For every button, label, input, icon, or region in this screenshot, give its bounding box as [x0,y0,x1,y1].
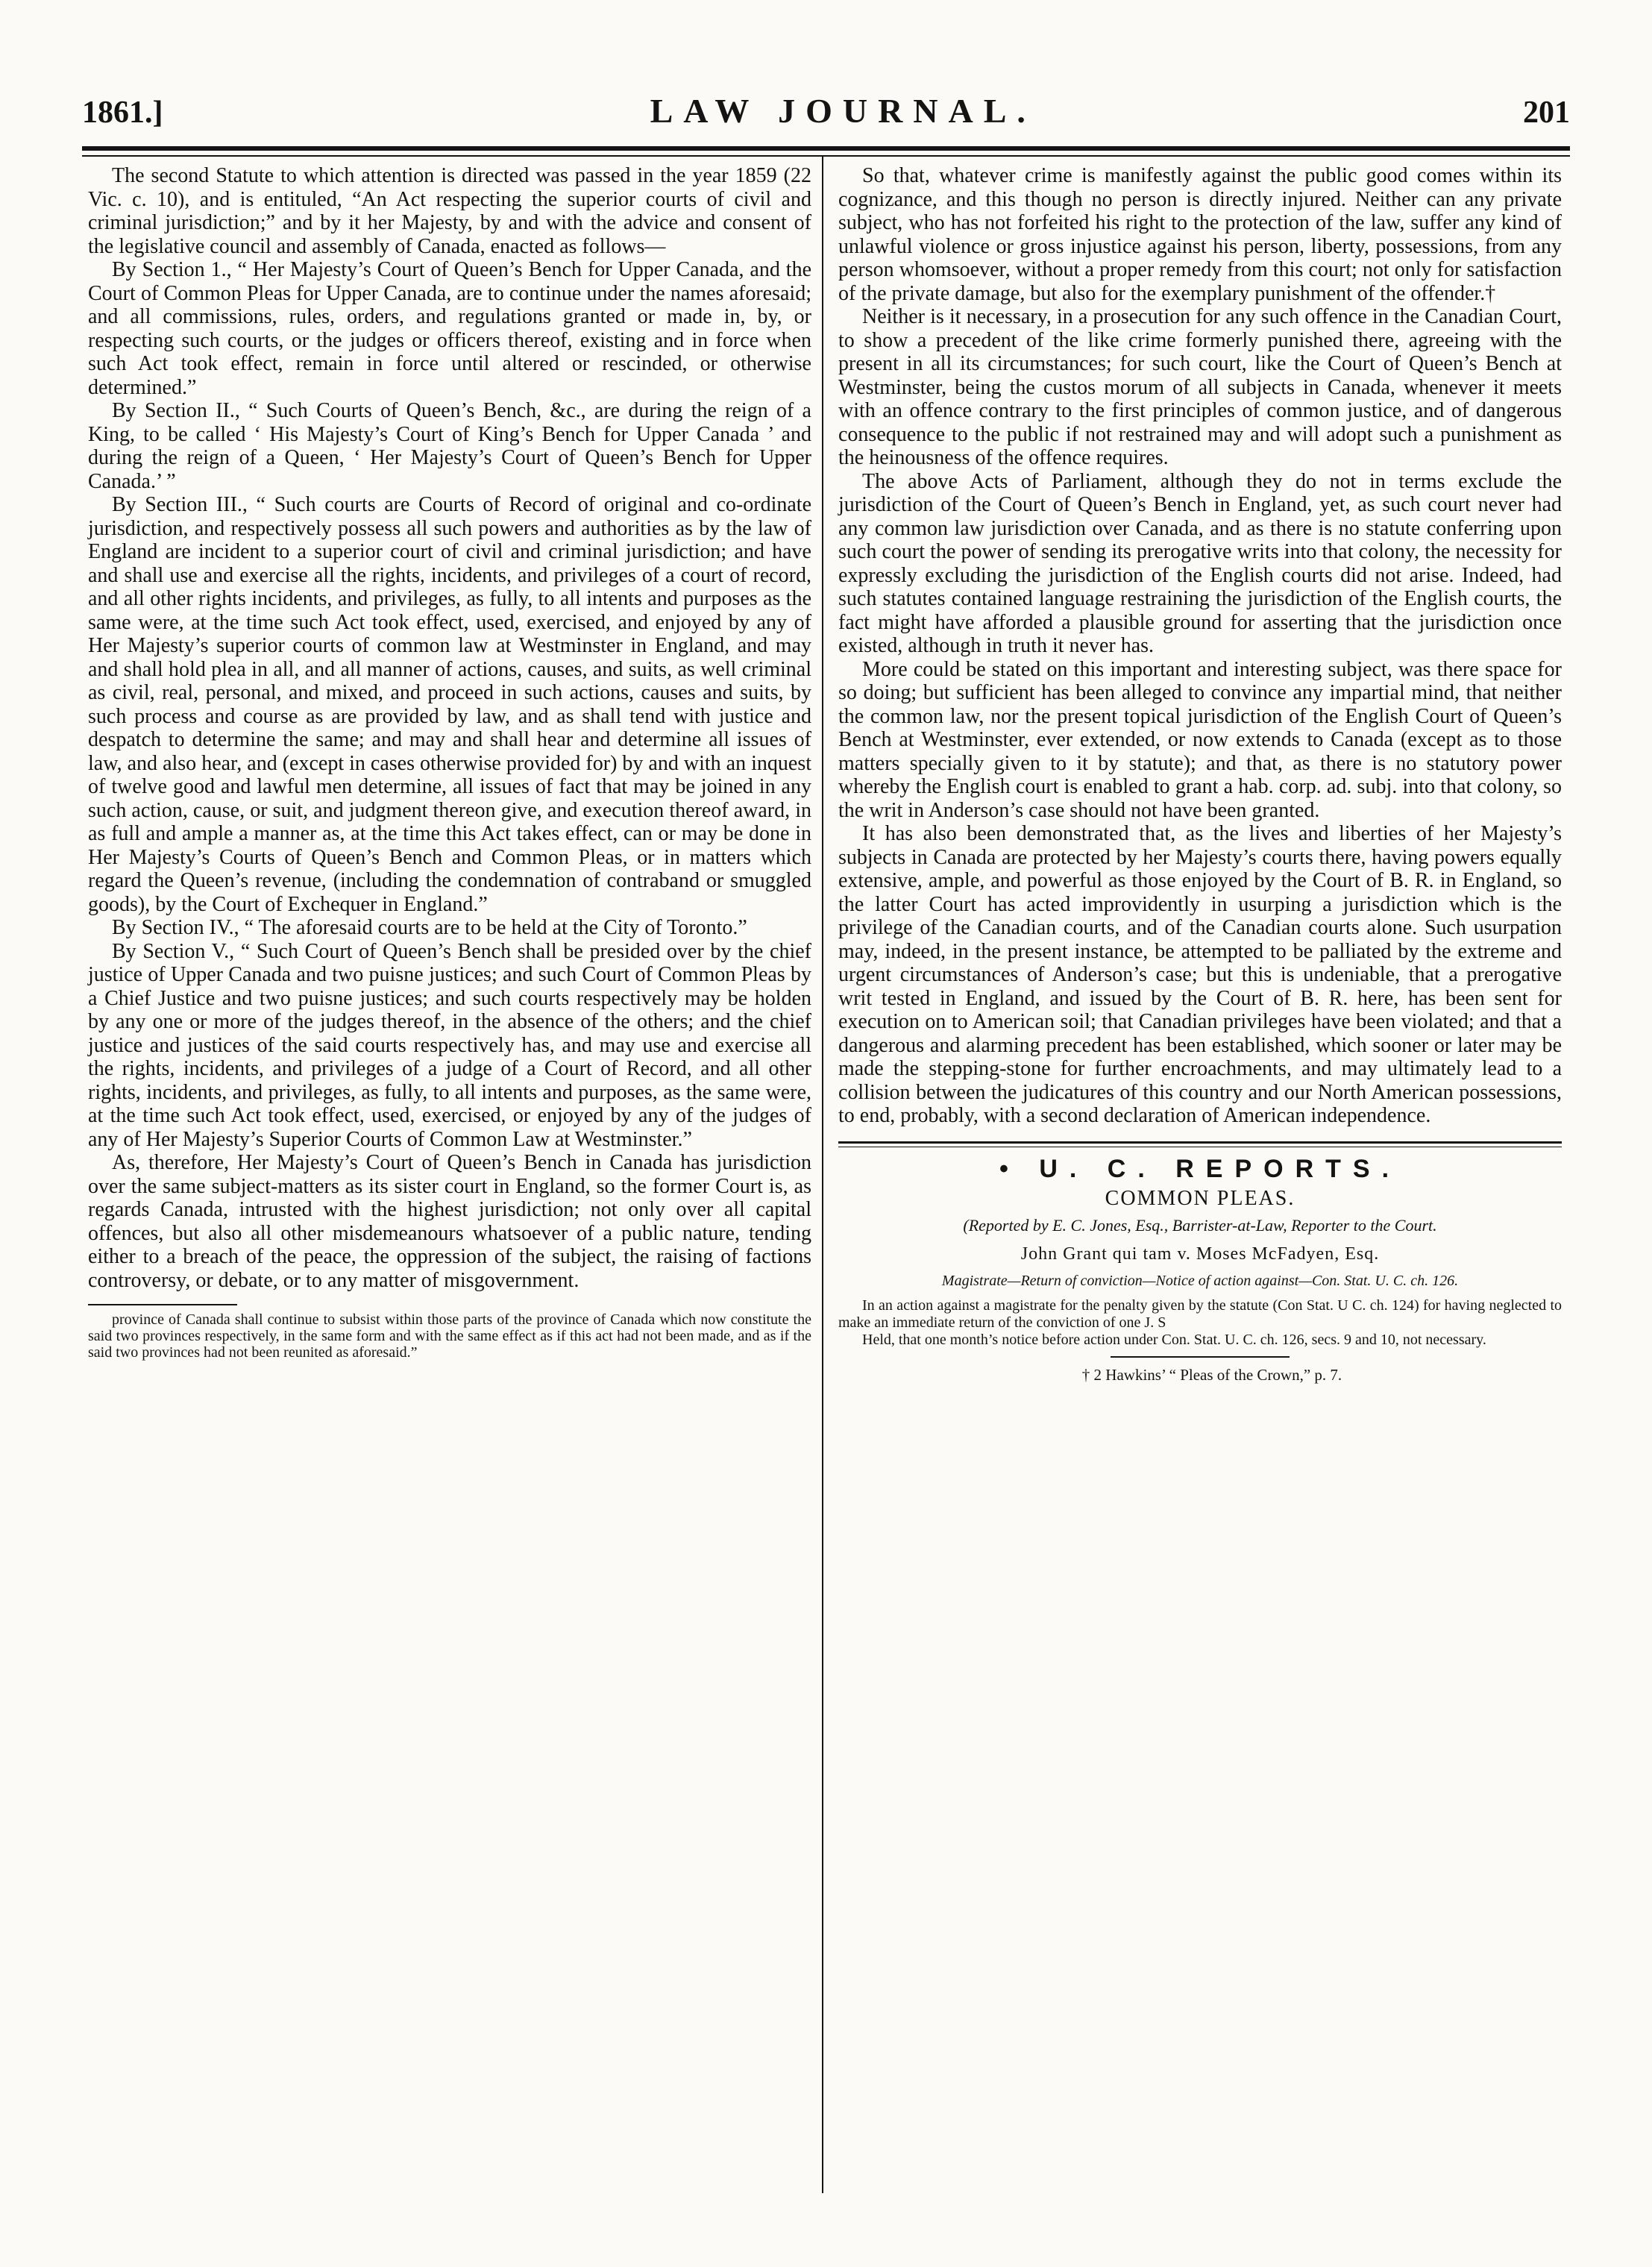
left-column [88,164,811,2186]
footnote-rule [1111,1356,1290,1358]
paragraph: The above Acts of Parliament, although they do not in terms exclude the jurisdiction of the Court of Queen’s Bench in England, yet, as such court never had any common law jurisdiction over Canada, and as there is no statute conferring upon such court the power of sending its prerogative writs into that colony, the necessity for expressly excluding the jurisdiction of the English courts did not arise. Indeed, had such statutes contained language restraining the jurisdiction of the English courts, the fact might have afforded a plausible ground for asserting that the jurisdiction once existed, although in truth it never has. [838,469,1562,657]
paragraph: It has also been demonstrated that, as the lives and liberties of her Majesty’s subjects in Canada are protected by her Majesty’s courts there, having powers equally extensive, ample, and powerful as those enjoyed by the Court of B. R. in England, so the latter Court has acted improvidently in usurping a jurisdiction which is the privilege of the Canadian courts, and of the Canadian courts alone. Such usurpation may, indeed, in the present instance, be attempted to be palliated by the extreme and urgent circumstances of Anderson’s case; but this is undeniable, that a prerogative writ tested in England, and issued by the Court of B. R. here, has been sent for execution on to American soil; that Canadian privileges have been violated; and that a dangerous and alarming precedent has been established, which sooner or later may be made the stepping-stone for further encroachments, and may ultimately lead to a collision between the judicatures of this country and our North American possessions, to end, probably, with a second declaration of American independence. [838,822,1562,1127]
paragraph: By Section III., “ Such courts are Courts of Record of original and co-ordinate jurisdiction, and respectively possess all such powers and authorities as by the law of England are incident to a superior court of civil and criminal jurisdiction; and have and shall use and exercise all the rights, incidents, and privileges of a court of record, and all other rights incidents, and privileges, as fully, to all intents and purposes as the same were, at the time such Act took effect, used, exercised, and enjoyed by any of Her Majesty’s superior courts of common law at Westminster in England, and may and shall hold plea in all, and all manner of actions, causes, and suits, as well criminal as civil, real, personal, and mixed, and proceed in such actions, causes and suits, by such process and course as are provided by law, and as shall tend with justice and despatch to determine the same; and may and shall hear and determine all issues of law, and also hear, and (except in cases otherwise provided for) by and with an inquest of twelve good and lawful men determine, all issues of fact that may be joined in any such action, cause, or suit, and judgment thereon give, and execution thereof award, in as full and ample a manner as, at the time this Act takes effect, can or may be done in Her Majesty’s Courts of Queen’s Bench and Common Pleas, or in matters which regard the Queen’s revenue, (including the condemnation of contraband or smuggled goods), by the Court of Exchequer in England.” [88,493,811,916]
paragraph: By Section V., “ Such Court of Queen’s Bench shall be presided over by the chief justice of Upper Canada and two puisne justices; and such Court of Common Pleas by a Chief Justice and two puisne justices; and such courts respectively may be holden by any one or more of the judges thereof, in the absence of the others; and the chief justice and justices of the said courts respectively has, and may use and exercise all the rights, incidents, and privileges of a judge of a Court of Record, and all other rights, incidents, and privileges, as fully, to all intents and purposes, as the same were, at the time such Act took effect, used, exercised, or enjoyed by any of the judges of any of Her Majesty’s Superior Courts of Common Law at Westminster.” [88,939,811,1151]
court-title: COMMON PLEAS. [1105,1187,1295,1210]
header-year: 1861.] [82,95,163,130]
header-rule-thin [82,155,1570,157]
running-header [82,91,1570,143]
right-footnote: † 2 Hawkins’ “ Pleas of the Crown,” p. 7. [1081,1366,1342,1384]
paragraph: Neither is it necessary, in a prosecution for any such offence in the Canadian Court, to show a precedent of the like crime formerly punished there, agreeing with the present in all its circumstances; for such court, like the Court of Queen’s Bench at Westminster, being the custos morum of all subjects in Canada, whenever it meets with an offence contrary to the first principles of common justice, and of dangerous consequence to the public if not restrained may and will adopt such a punishment as the heinousness of the offence requires. [838,305,1562,469]
footnote-rule [88,1304,237,1305]
case-heading: Magistrate—Return of conviction—Notice of action against—Con. Stat. U. C. ch. 126. [941,1272,1459,1289]
paragraph: The second Statute to which attention is directed was passed in the year 1859 (22 Vic. c. 10), and is entituled, “An Act respecting the superior courts of civil and criminal jurisdiction;” and by it her Majesty, by and with the advice and consent of the legislative council and assembly of Canada, enacted as follows— [88,164,811,258]
page-number: 201 [1523,95,1570,130]
case-title: John Grant qui tam v. Moses McFadyen, Esq. [1020,1244,1380,1264]
paragraph: As, therefore, Her Majesty’s Court of Queen’s Bench in Canada has jurisdiction over the same subject-matters as its sister court in England, so the former Court is, as regards Canada, intrusted with the highest jurisdiction; not only over all capital offences, but also all other misdemeanours whatsoever of a public nature, tending either to a breach of the peace, the oppression of the subject, the raising of factions controversy, or debate, or to any matter of misgovernment. [88,1151,811,1292]
section-rule [838,1141,1562,1147]
syllabus-line: In an action against a magistrate for the penalty given by the statute (Con Stat. U C. ch. 124) for having neglected to make an immediate return of the conviction of one J. S [838,1297,1562,1331]
paragraph: More could be stated on this important and interesting subject, was there space for so doing; but sufficient has been alleged to convince any impartial mind, that neither the common law, nor the present topical jurisdiction of the English Court of Queen’s Bench at Westminster, ever extended, or now extends to Canada (except as to those matters specially given to it by statute); and that, as there is no statutory power whereby the English court is enabled to grant a hab. corp. ad. subj. into that colony, so the writ in Anderson’s case should not have been granted. [838,657,1562,822]
paragraph: By Section IV., “ The aforesaid courts are to be held at the City of Toronto.” [112,916,747,939]
paragraph: By Section II., “ Such Courts of Queen’s Bench, &c., are during the reign of a King, to be called ‘ His Majesty’s Court of King’s Bench for Upper Canada ’ and during the reign of a Queen, ‘ Her Majesty’s Court of Queen’s Bench for Upper Canada.’ ” [88,399,811,493]
left-footnote: province of Canada shall continue to subsist within those parts of the province of Canada which now constitute the said two provinces respectively, in the same form and with the same effect as if this act had not been made, and as if the said two provinces had not been reunited as aforesaid.” [88,1311,811,1361]
paragraph: By Section 1., “ Her Majesty’s Court of Queen’s Bench for Upper Canada, and the Court of Common Pleas for Upper Canada, are to continue under the names aforesaid; and all commissions, rules, orders, and regulations granted or made in, by, or respecting such courts, or the judges or officers thereof, existing and in force when such Act took effect, remain in force until altered or rescinded, or otherwise determined.” [88,258,811,399]
right-column [838,164,1562,1805]
paragraph: So that, whatever crime is manifestly against the public good comes within its cognizance, and this though no person is directly injured. Neither can any private subject, who has not forfeited his right to the protection of the law, suffer any kind of unlawful violence or gross injustice against his person, liberty, possessions, from any person whomsoever, without a proper remedy from this court; not only for satisfaction of the private damage, but also for the exemplary punishment of the offender.† [838,164,1562,305]
column-divider [822,157,823,2193]
syllabus-line: Held, that one month’s notice before action under Con. Stat. U. C. ch. 126, secs. 9 and 10, not necessary. [862,1332,1486,1348]
reports-section-title: • U. C. REPORTS. [999,1154,1401,1183]
journal-title: LAW JOURNAL. [650,92,1036,130]
header-rule-thick [82,146,1570,151]
reporter-line: (Reported by E. C. Jones, Esq., Barrister-at-Law, Reporter to the Court. [963,1215,1437,1235]
